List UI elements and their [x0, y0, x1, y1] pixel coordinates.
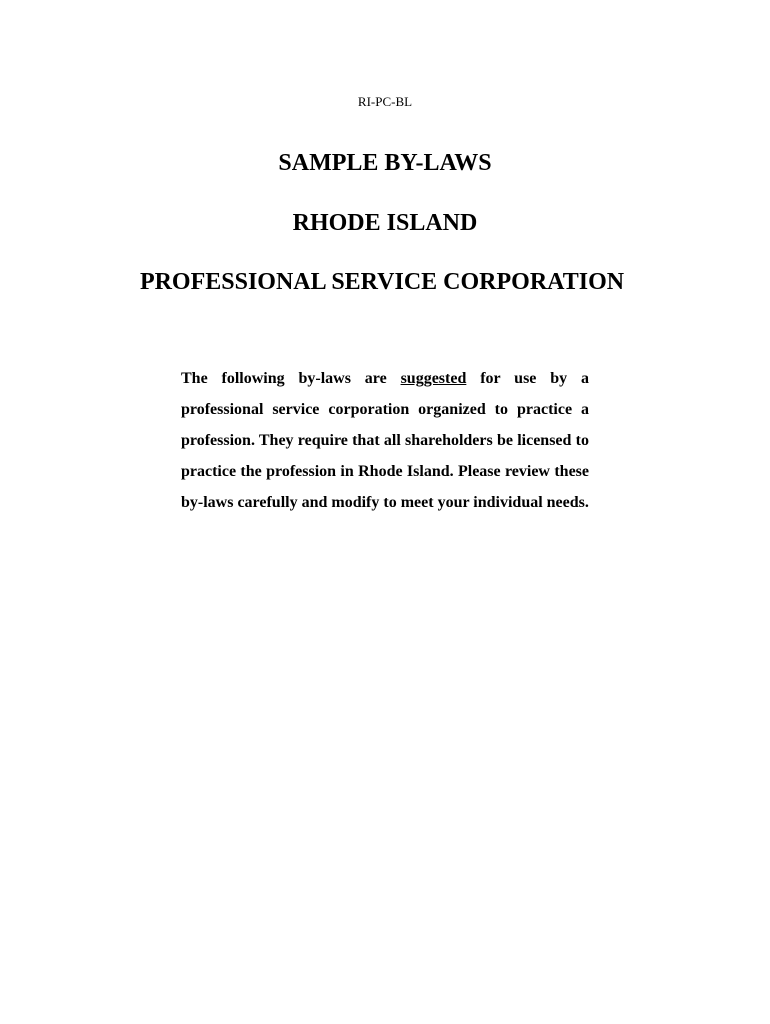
- intro-emphasis: suggested: [400, 370, 467, 387]
- intro-paragraph: [181, 363, 589, 518]
- corporation-type-heading: PROFESSIONAL SERVICE CORPORATION: [139, 269, 625, 295]
- document-code: RI-PC-BL: [357, 94, 413, 109]
- document-title: SAMPLE BY-LAWS: [278, 150, 492, 176]
- intro-text-end: for use by a professional service corporation organized to practice a profession. They require that all shareholders be licensed to practice the profession in Rhode Island. Please review these by-laws carefully and modify to meet your individual needs.: [181, 370, 590, 511]
- intro-text-start: The following by-laws are: [181, 370, 401, 387]
- state-heading: RHODE ISLAND: [292, 210, 478, 236]
